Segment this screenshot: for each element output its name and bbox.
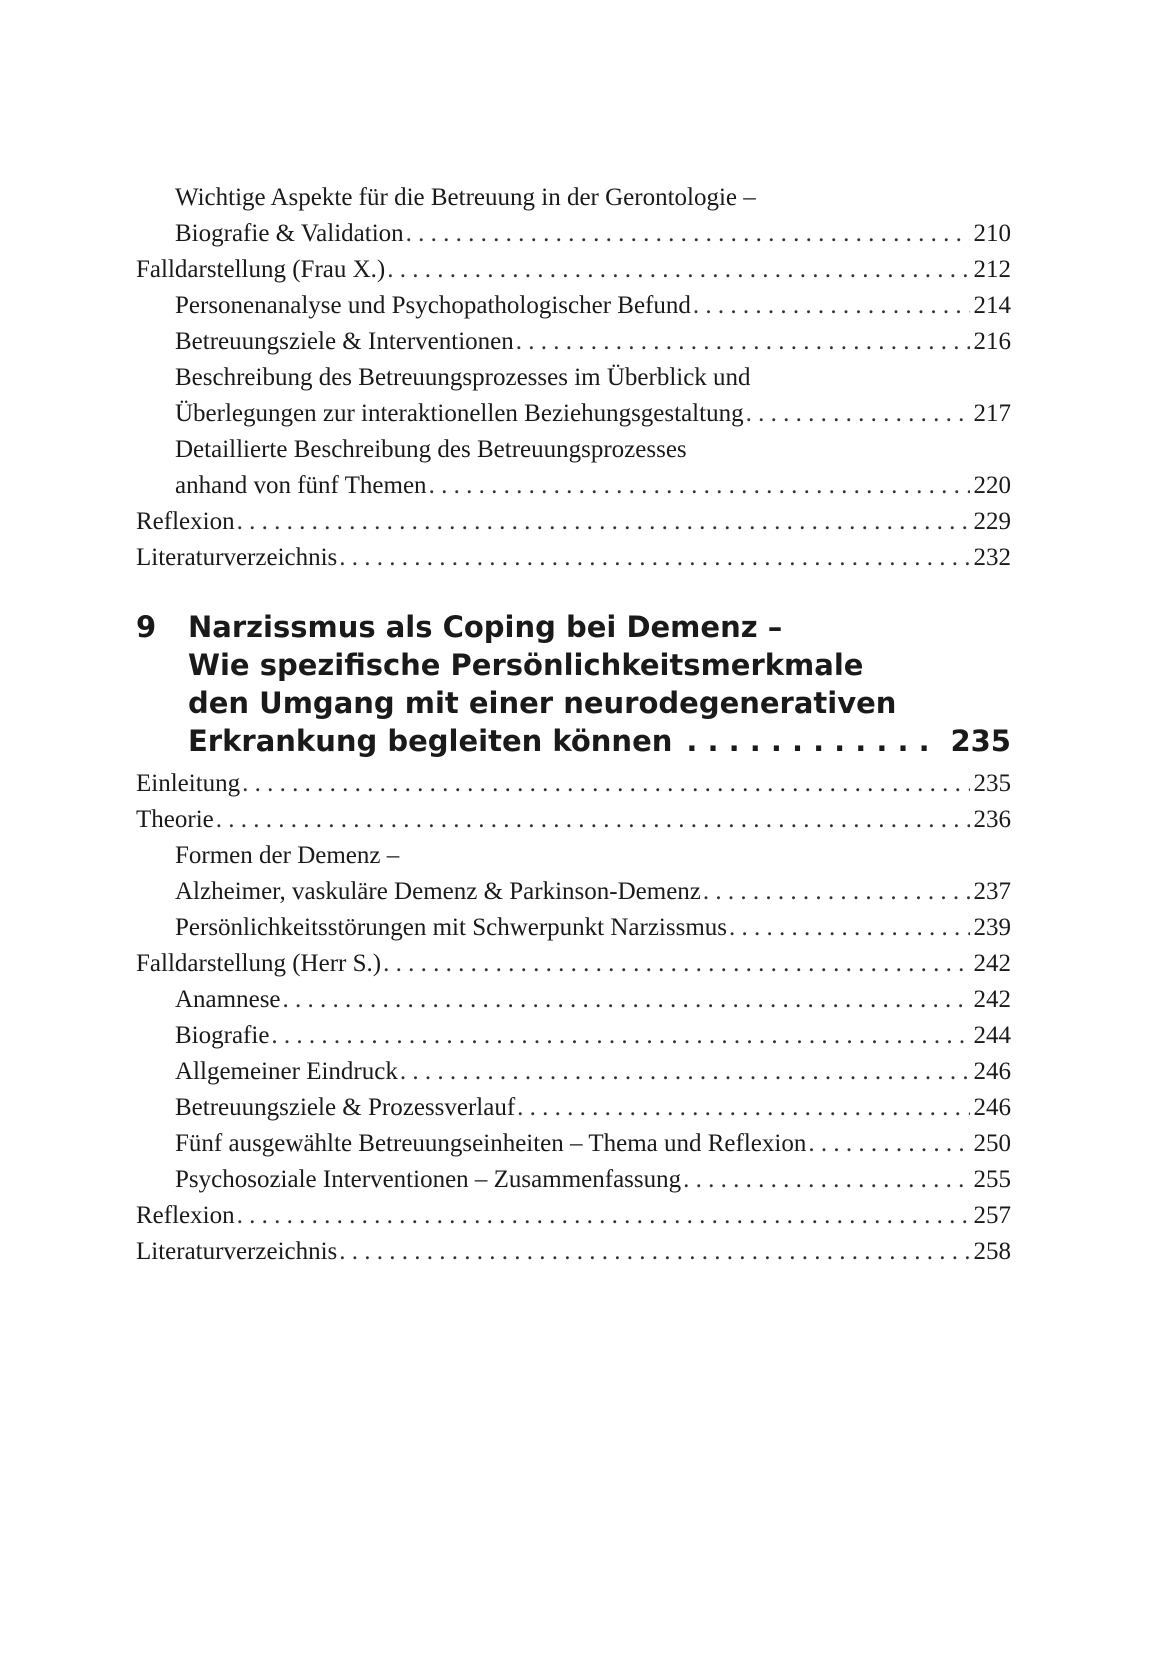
dot-leader [283,982,970,1018]
toc-entry-title: Fünf ausgewählte Betreuungseinheiten – Thema und Reflexion [175,1130,807,1157]
toc-entry-page: 217 [973,400,1011,427]
dot-leader [242,766,969,802]
toc-entry-biografie [136,1018,1011,1054]
toc-entry-page: 216 [973,328,1011,355]
toc-entry-title: Theorie [136,806,214,833]
dot-leader [383,946,969,982]
chapter-title-line: Erkrankung begleiten können [188,724,673,758]
chapter-title-line: Wie spezifische Persönlichkeitsmerkmale [188,648,864,682]
toc-entry-literaturverzeichnis-a [136,540,1011,576]
toc-entry-formen-der-demenz-line1 [136,838,1011,874]
toc-entry-reflexion-b [136,1198,1011,1234]
dot-leader [406,216,970,252]
toc-entry-title: Psychosoziale Interventionen – Zusammenfassung [175,1166,682,1193]
toc-entry-anamnese [136,982,1011,1018]
toc-entry-page: 210 [973,220,1011,247]
toc-entry-falldarstellung-frau-x [136,252,1011,288]
toc-entry-page: 232 [973,544,1011,571]
dot-leader [808,1126,969,1162]
toc-entry-title: Reflexion [136,1202,235,1229]
table-of-contents [136,180,1011,1270]
toc-entry-theorie [136,802,1011,838]
chapter-title-line: Narzissmus als Coping bei Demenz – [188,610,783,644]
toc-entry-detaillierte-beschreibung [136,468,1011,504]
toc-entry-reflexion-a [136,504,1011,540]
toc-entry-title: Biografie & Validation [175,220,404,247]
toc-entry-betreuungsprozess-ueberblick-line1 [136,360,1011,396]
dot-leader [686,722,940,760]
toc-entry-title: Alzheimer, vaskuläre Demenz & Parkinson-Demenz [175,878,701,905]
chapter-number: 9 [136,610,157,644]
dot-leader [271,1018,969,1054]
toc-entry-page: 220 [973,472,1011,499]
toc-entry-page: 242 [973,986,1011,1013]
toc-entry-einleitung [136,766,1011,802]
toc-entry-title: Anamnese [175,986,281,1013]
toc-entry-page: 235 [973,770,1011,797]
dot-leader [729,910,969,946]
dot-leader [237,504,970,540]
dot-leader [339,1234,969,1270]
toc-entry-betreuungseinheiten [136,1126,1011,1162]
toc-entry-title: Betreuungsziele & Interventionen [175,328,514,355]
toc-entry-falldarstellung-herr-s [136,946,1011,982]
toc-entry-title: Personenanalyse und Psychopathologischer Befund [175,292,691,319]
toc-entry-detaillierte-beschreibung-line1 [136,432,1011,468]
toc-entry-page: 242 [973,950,1011,977]
toc-entry-title: Beschreibung des Betreuungsprozesses im Überblick und [175,364,751,391]
toc-entry-page: 255 [973,1166,1011,1193]
toc-entry-page: 237 [973,878,1011,905]
toc-entry-psychosoziale-interventionen [136,1162,1011,1198]
toc-entry-betreuungsziele-prozessverlauf [136,1090,1011,1126]
toc-entry-page: 214 [973,292,1011,319]
toc-entry-personenanalyse [136,288,1011,324]
toc-entry-page: 246 [973,1058,1011,1085]
toc-entry-title: Allgemeiner Eindruck [175,1058,398,1085]
dot-leader [237,1198,970,1234]
dot-leader [429,468,970,504]
toc-entry-page: 229 [973,508,1011,535]
toc-entry-page: 212 [973,256,1011,283]
toc-entry-title: Überlegungen zur interaktionellen Beziehungsgestaltung [175,400,744,427]
dot-leader [339,540,969,576]
toc-entry-title: Formen der Demenz – [175,842,400,869]
toc-entry-allgemeiner-eindruck [136,1054,1011,1090]
toc-entry-title: Betreuungsziele & Prozessverlauf [175,1094,516,1121]
toc-entry-title: Reflexion [136,508,235,535]
toc-entry-betreuungsprozess-ueberblick [136,396,1011,432]
toc-entry-formen-der-demenz [136,874,1011,910]
toc-entry-title: Persönlichkeitsstörungen mit Schwerpunkt Narzissmus [175,914,728,941]
dot-leader [516,324,970,360]
toc-entry-page: 257 [973,1202,1011,1229]
dot-leader [746,396,970,432]
chapter-title-line-last [136,722,1011,760]
dot-leader [683,1162,969,1198]
chapter-heading [136,608,1011,760]
dot-leader [693,288,970,324]
dot-leader [400,1054,970,1090]
toc-entry-page: 244 [973,1022,1011,1049]
toc-entry-gerontologie [136,216,1011,252]
toc-entry-persoenlichkeitsstoerungen [136,910,1011,946]
dot-leader [703,874,970,910]
toc-entry-page: 258 [973,1238,1011,1265]
dot-leader [216,802,970,838]
toc-entry-title: Literaturverzeichnis [136,1238,338,1265]
chapter-title-line: den Umgang mit einer neurodegenerativen [188,686,897,720]
toc-entry-literaturverzeichnis-b [136,1234,1011,1270]
chapter-page: 235 [950,724,1011,758]
toc-entry-title: Wichtige Aspekte für die Betreuung in der Gerontologie – [175,184,756,211]
toc-entry-page: 250 [973,1130,1011,1157]
toc-entry-title: Falldarstellung (Herr S.) [136,950,382,977]
toc-entry-title: Detaillierte Beschreibung des Betreuungsprozesses [175,436,687,463]
toc-entry-page: 246 [973,1094,1011,1121]
toc-entry-title: Literaturverzeichnis [136,544,338,571]
toc-entry-betreuungsziele-interventionen [136,324,1011,360]
toc-entry-title: anhand von fünf Themen [175,472,427,499]
toc-entry-title: Biografie [175,1022,270,1049]
toc-entry-title: Falldarstellung (Frau X.) [136,256,386,283]
toc-entry-page: 239 [973,914,1011,941]
toc-entry-title: Einleitung [136,770,241,797]
dot-leader [387,252,969,288]
toc-entry-page: 236 [973,806,1011,833]
dot-leader [517,1090,969,1126]
toc-entry-gerontologie-line1 [136,180,1011,216]
